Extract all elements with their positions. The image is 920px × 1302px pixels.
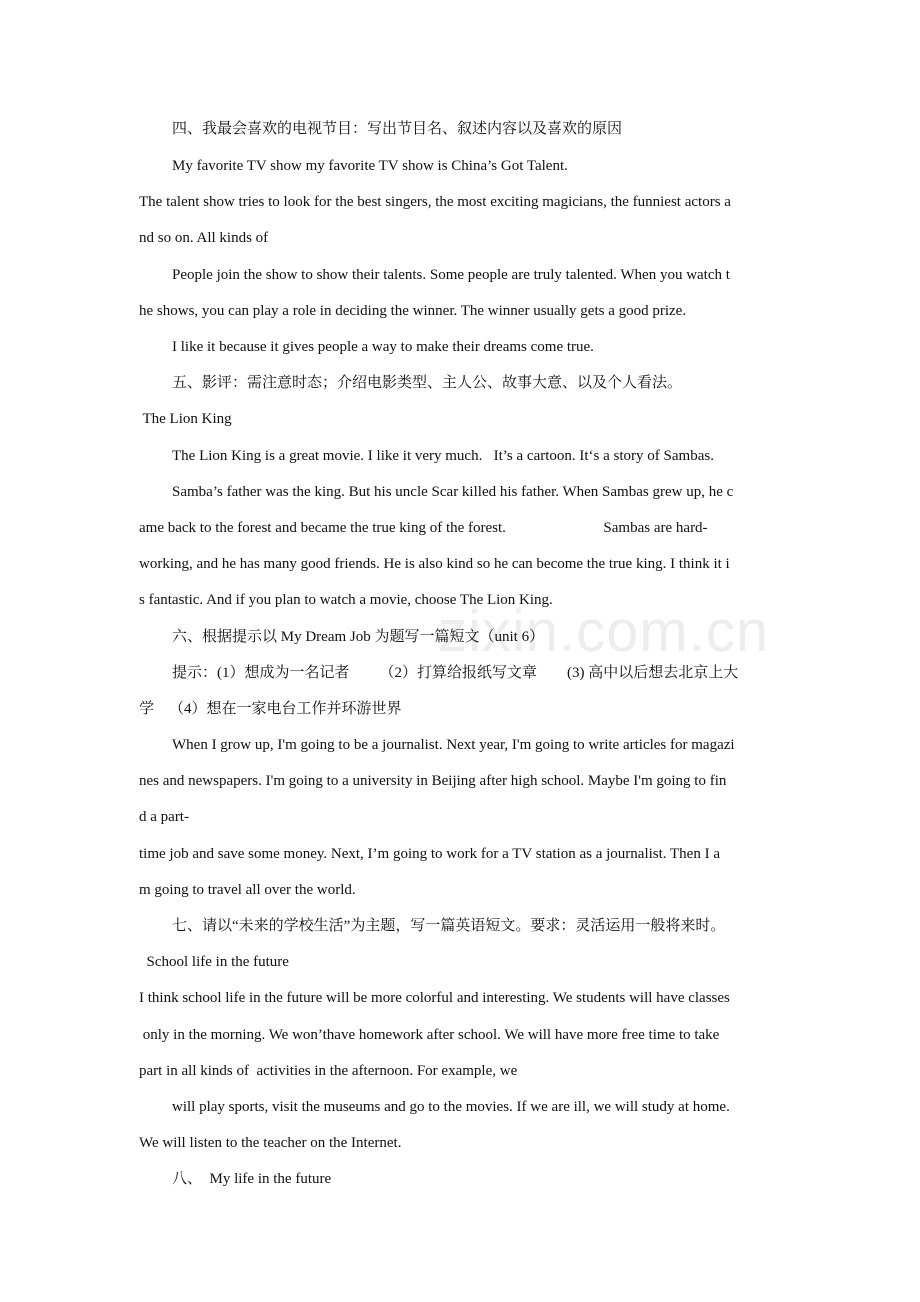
text-line: When I grow up, I'm going to be a journalist. Next year, I'm going to write articles for magazi <box>172 737 735 753</box>
section-8-heading: 八、 My life in the future <box>172 1171 332 1187</box>
text-line: m going to travel all over the world. <box>139 882 356 898</box>
text-line: he shows, you can play a role in deciding the winner. The winner usually gets a good prize. <box>139 303 687 319</box>
watermark: zixin.com.cn <box>438 599 770 664</box>
section-5-heading: 五、影评：需注意时态；介绍电影类型、主人公、故事大意、以及个人看法。 <box>172 375 683 391</box>
section-7-heading: 七、请以“未来的学校生活”为主题，写一篇英语短文。要求：灵活运用一般将来时。 <box>172 918 726 934</box>
text-line: I like it because it gives people a way to make their dreams come true. <box>172 339 594 355</box>
text-line: Samba’s father was the king. But his uncle Scar killed his father. When Sambas grew up, he c <box>172 484 734 500</box>
text-line: We will listen to the teacher on the Internet. <box>139 1135 402 1151</box>
essay-title: School life in the future <box>139 954 289 970</box>
text-line: working, and he has many good friends. He is also kind so he can become the true king. I think it i <box>139 556 730 572</box>
section-4-heading: 四、我最会喜欢的电视节目：写出节目名、叙述内容以及喜欢的原因 <box>172 121 623 137</box>
text-line: The talent show tries to look for the best singers, the most exciting magicians, the funniest actors a <box>139 194 731 210</box>
text-line: I think school life in the future will be more colorful and interesting. We students will have classes <box>139 990 730 1006</box>
text-line: ame back to the forest and became the true king of the forest. Sambas are hard- <box>139 520 708 536</box>
section-6-heading: 六、根据提示以 My Dream Job 为题写一篇短文（unit 6） <box>172 629 545 645</box>
text-line: time job and save some money. Next, I’m going to work for a TV station as a journalist. Then I a <box>139 846 720 862</box>
text-line: The Lion King is a great movie. I like it very much. It’s a cartoon. It‘s a story of Sambas. <box>172 448 714 464</box>
text-line: My favorite TV show my favorite TV show is China’s Got Talent. <box>172 158 568 174</box>
text-line: only in the morning. We won’thave homework after school. We will have more free time to take <box>139 1027 720 1043</box>
essay-title: The Lion King <box>139 411 232 427</box>
text-line: will play sports, visit the museums and go to the movies. If we are ill, we will study at home. <box>172 1099 730 1115</box>
text-line: 提示：(1）想成为一名记者 （2）打算给报纸写文章 (3) 高中以后想去北京上大 <box>172 665 739 681</box>
text-line: nes and newspapers. I'm going to a university in Beijing after high school. Maybe I'm going to fin <box>139 773 727 789</box>
text-line: 学 （4）想在一家电台工作并环游世界 <box>139 701 402 717</box>
text-line: People join the show to show their talents. Some people are truly talented. When you watch t <box>172 267 730 283</box>
text-line: nd so on. All kinds of <box>139 230 269 246</box>
text-line: s fantastic. And if you plan to watch a movie, choose The Lion King. <box>139 592 553 608</box>
text-line: d a part- <box>139 809 189 825</box>
text-line: part in all kinds of activities in the afternoon. For example, we <box>139 1063 518 1079</box>
